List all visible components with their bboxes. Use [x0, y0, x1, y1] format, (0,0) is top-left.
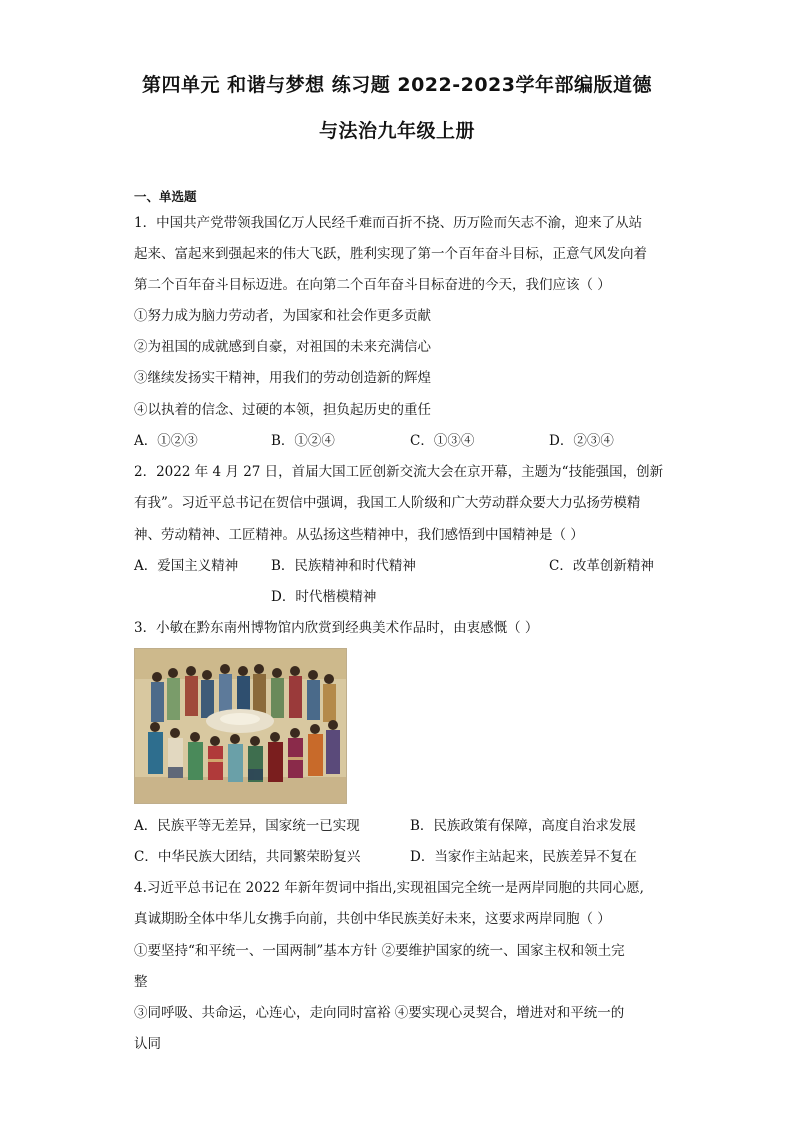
q2-option-b: B．民族精神和时代精神	[271, 558, 416, 574]
q4-statement-cont: 整	[134, 974, 148, 990]
ethnic-unity-painting	[134, 648, 347, 804]
q1-option-d: D．②③④	[549, 433, 614, 449]
q4-statement: ①要坚持“和平统一、一国两制”基本方针 ②要维护国家的统一、国家主权和领土完	[134, 943, 625, 959]
q4-statement-cont: 认同	[134, 1036, 161, 1052]
q2-stem-line: 有我”。习近平总书记在贺信中强调，我国工人阶级和广大劳动群众要大力弘扬劳模精	[134, 495, 641, 511]
q3-stem: 3．小敏在黔东南州博物馆内欣赏到经典美术作品时，由衷感慨（ ）	[134, 620, 539, 636]
q2-stem-line: 神、劳动精神、工匠精神。从弘扬这些精神中，我们感悟到中国精神是（ ）	[134, 527, 584, 543]
q4-statement: ③同呼吸、共命运，心连心，走向同时富裕 ④要实现心灵契合，增进对和平统一的	[134, 1005, 625, 1021]
q1-option-c: C．①③④	[410, 433, 475, 449]
q1-stem-line: 第二个百年奋斗目标迈进。在向第二个百年奋斗目标奋进的今天，我们应该（ ）	[134, 277, 611, 293]
q2-option-d: D．时代楷模精神	[271, 589, 377, 605]
q2-option-a: A．爱国主义精神	[134, 558, 239, 574]
q2-stem-line: 2．2022 年 4 月 27 日，首届大国工匠创新交流大会在京开幕，主题为“技能强国，创新	[134, 464, 664, 480]
section-heading: 一、单选题	[134, 189, 197, 204]
q1-statement: ③继续发扬实干精神，用我们的劳动创造新的辉煌	[134, 370, 431, 386]
q3-option-a: A．民族平等无差异，国家统一已实现	[134, 818, 360, 834]
q3-option-d: D．当家作主站起来，民族差异不复在	[410, 849, 637, 865]
q2-option-c: C．改革创新精神	[549, 558, 654, 574]
q1-option-a: A．①②③	[134, 433, 198, 449]
q4-stem-line: 4.习近平总书记在 2022 年新年贺词中指出,实现祖国完全统一是两岸同胞的共同心愿,	[134, 880, 644, 896]
q1-statement: ④以执着的信念、过硬的本领，担负起历史的重任	[134, 402, 431, 418]
q1-stem-line: 起来、富起来到强起来的伟大飞跃，胜利实现了第一个百年奋斗目标，正意气风发向着	[134, 246, 647, 262]
q1-statement: ②为祖国的成就感到自豪，对祖国的未来充满信心	[134, 339, 431, 355]
title-line-1: 第四单元 和谐与梦想 练习题 2022-2023学年部编版道德	[142, 74, 652, 96]
title-line-2: 与法治九年级上册	[318, 120, 475, 142]
q4-stem-line: 真诚期盼全体中华儿女携手向前，共创中华民族美好未来，这要求两岸同胞（ ）	[134, 911, 611, 927]
q3-option-b: B．民族政策有保障，高度自治求发展	[410, 818, 636, 834]
q3-option-c: C．中华民族大团结，共同繁荣盼复兴	[134, 849, 361, 865]
q1-statement: ①努力成为脑力劳动者，为国家和社会作更多贡献	[134, 308, 431, 324]
q1-stem-line: 1．中国共产党带领我国亿万人民经千难而百折不挠、历万险而矢志不渝，迎来了从站	[134, 215, 643, 231]
q1-option-b: B．①②④	[271, 433, 335, 449]
